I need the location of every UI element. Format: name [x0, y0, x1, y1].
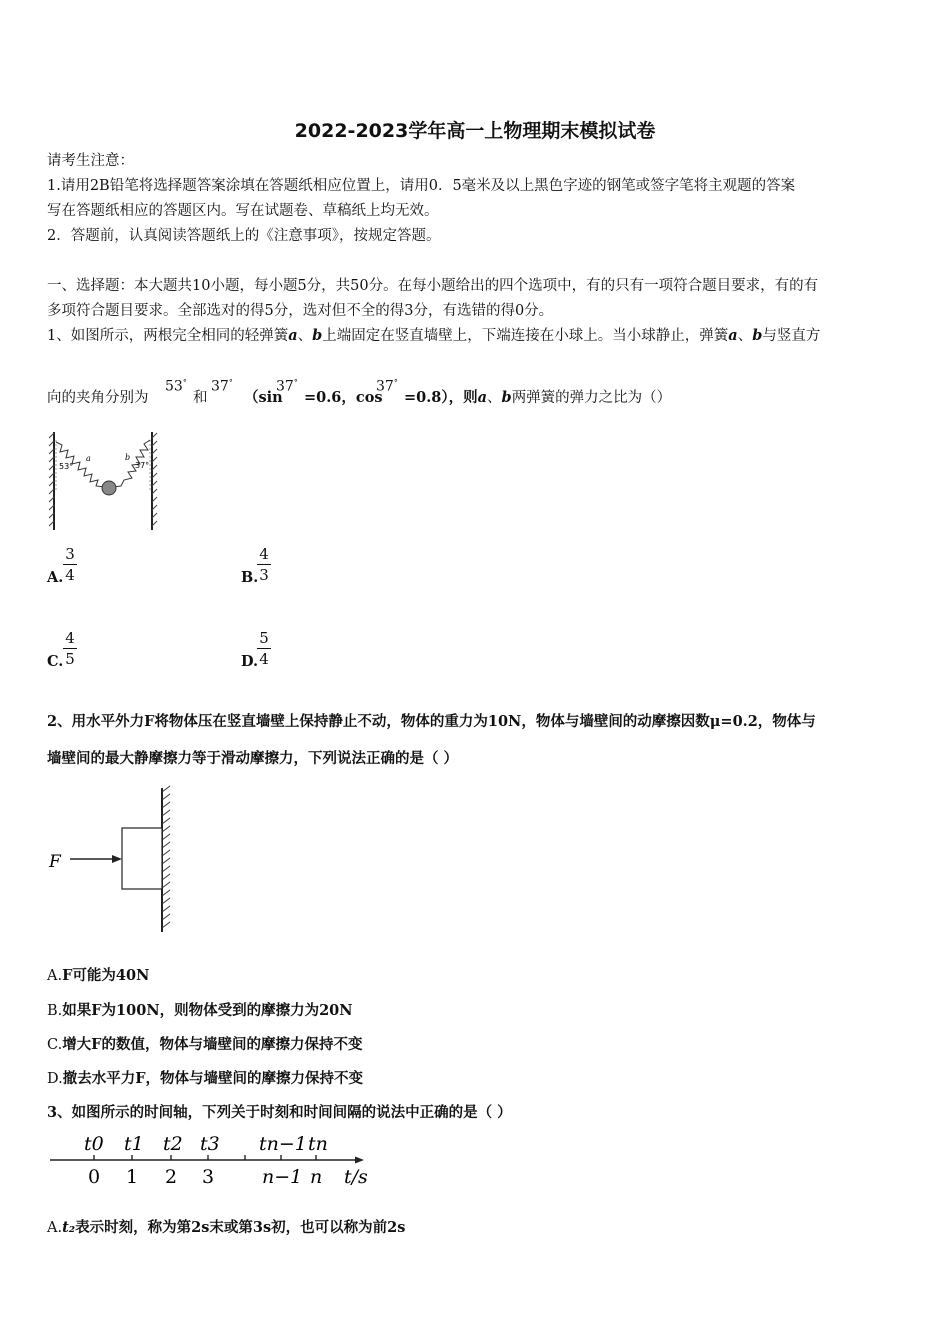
- q1-fig-label-a: a: [86, 454, 91, 463]
- q1-option-c-fraction: 4 5: [63, 628, 77, 669]
- q2-stem-line2: 墙壁间的最大静摩擦力等于滑动摩擦力，下列说法正确的是（ ）: [47, 750, 459, 767]
- q1-sin-open: （sin: [244, 389, 283, 406]
- q3-value-n: n: [310, 1166, 323, 1188]
- q1-angle-37b: 37°: [276, 378, 298, 395]
- q3-stem: 3、如图所示的时间轴，下列关于时刻和时间间隔的说法中正确的是（ ）: [47, 1104, 512, 1121]
- q3-value-0: 0: [88, 1166, 101, 1188]
- q2-option-a: A.F可能为40N: [47, 967, 150, 984]
- q2-option-b: B.如果F为100N，则物体受到的摩擦力为20N: [47, 1002, 353, 1019]
- q1-option-b-label: B.: [241, 569, 259, 586]
- page-title: 2022-2023学年高一上物理期末模拟试卷: [294, 120, 656, 142]
- q2-stem-line1: 2、用水平外力F将物体压在竖直墙壁上保持静止不动，物体的重力为10N，物体与墙壁间的动摩擦因数μ=0.2，物体与: [47, 713, 816, 730]
- q3-axis-label: t/s: [344, 1166, 368, 1188]
- q3-value-3: 3: [202, 1166, 215, 1188]
- notice-item-1-cont: 写在答题纸相应的答题区内。写在试题卷、草稿纸上均无效。: [47, 203, 439, 219]
- q2-option-d: D.撤去水平力F，物体与墙壁间的摩擦力保持不变: [47, 1070, 364, 1087]
- q3-tick-t0: t0: [84, 1133, 104, 1155]
- q1-stem-line1: 1、如图所示，两根完全相同的轻弹簧a、b上端固定在竖直墙壁上，下端连接在小球上。当小球静止，弹簧a、b与竖直方: [47, 327, 821, 344]
- q1-ball: [102, 481, 116, 495]
- q1-option-d-label: D.: [241, 653, 259, 670]
- q1-angle-37: 37°: [211, 378, 233, 395]
- q1-stem-line2: 向的夹角分别为: [47, 390, 149, 406]
- q1-option-c-label: C.: [47, 653, 64, 670]
- q1-option-d-fraction: 5 4: [257, 628, 271, 669]
- q1-stem-tail: =0.8），则a、b两弹簧的弹力之比为（）: [404, 389, 672, 406]
- q1-option-a-fraction: 3 4: [63, 544, 77, 585]
- q2-block-figure: [46, 786, 176, 934]
- q1-and: 和: [193, 390, 208, 406]
- q3-tick-t3: t3: [200, 1133, 220, 1155]
- q3-tick-t2: t2: [163, 1133, 183, 1155]
- q2-block: [122, 828, 162, 889]
- q3-tick-t1: t1: [124, 1133, 144, 1155]
- section-heading-cont: 多项符合题目要求。全部选对的得5分，选对但不全的得3分，有选错的得0分。: [47, 303, 554, 319]
- q3-value-n-1: n−1: [262, 1166, 303, 1188]
- q1-angle-37c: 37°: [376, 378, 398, 395]
- q1-angle-53: 53°: [165, 378, 187, 395]
- section-heading: 一、选择题：本大题共10小题，每小题5分，共50分。在每小题给出的四个选项中，有的只有一项符合题目要求，有的有: [47, 278, 819, 294]
- q2-option-c: C.增大F的数值，物体与墙壁间的摩擦力保持不变: [47, 1036, 363, 1053]
- q1-sin-val: =0.6，cos: [304, 389, 383, 406]
- q3-value-2: 2: [165, 1166, 178, 1188]
- q3-tick-tn: tn: [308, 1133, 328, 1155]
- q3-value-1: 1: [126, 1166, 139, 1188]
- notice-heading: 请考生注意：: [47, 153, 134, 169]
- q1-option-b-fraction: 4 3: [257, 544, 271, 585]
- q1-spring-figure: [48, 430, 158, 532]
- q2-force-label: F: [49, 852, 61, 872]
- q1-fig-label-53: 53°: [59, 462, 74, 471]
- q1-fig-label-37: 37°: [135, 461, 150, 470]
- q1-fig-label-b: b: [125, 453, 131, 462]
- q1-option-a-label: A.: [47, 569, 64, 586]
- q3-timeline-figure: [46, 1128, 376, 1192]
- q3-tick-tn-1: tn−1: [259, 1133, 307, 1155]
- notice-item-1: 1.请用2B铅笔将选择题答案涂填在答题纸相应位置上，请用0．5毫米及以上黑色字迹的钢笔或签字笔将主观题的答案: [47, 178, 796, 194]
- q3-option-a: A.t₂表示时刻，称为第2s末或第3s初，也可以称为前2s: [47, 1219, 406, 1236]
- notice-item-2: 2．答题前，认真阅读答题纸上的《注意事项》，按规定答题。: [47, 228, 441, 244]
